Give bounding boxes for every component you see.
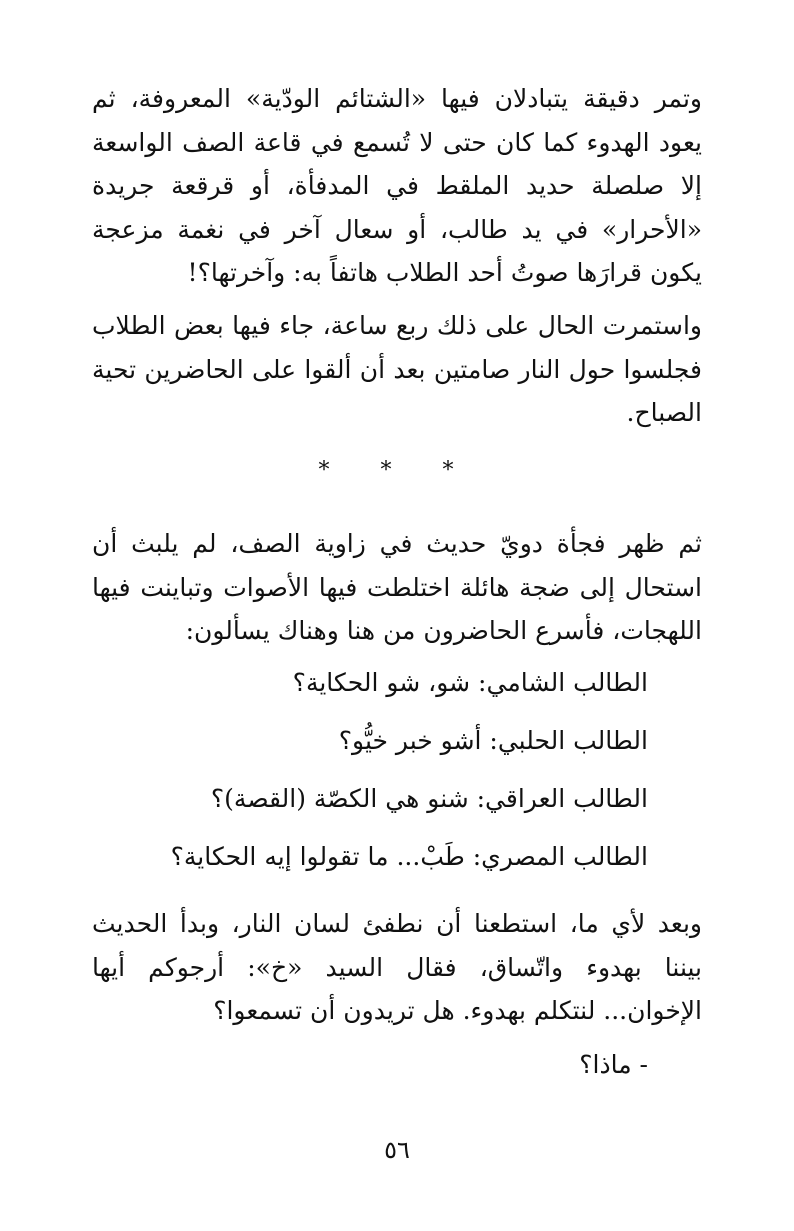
dialogue-line-shami: الطالب الشامي: شو، شو الحكاية؟	[292, 668, 648, 697]
page-number: ٥٦	[384, 1136, 410, 1164]
dialogue-line-masri: الطالب المصري: طَبْ... ما تقولوا إيه الحكاية؟	[170, 842, 648, 871]
section-separator: * * *	[318, 458, 476, 483]
dialogue-line-iraqi: الطالب العراقي: شنو هي الكصّة (القصة)؟	[210, 784, 648, 813]
paragraph-uproar: ثم ظهر فجأة دويّ حديث في زاوية الصف، لم يلبث أن استحال إلى ضجة هائلة اختلطت فيها الأصوات وتباينت فيها اللهجات، فأسرع الحاضرون من هنا وهناك يسألون:	[92, 529, 702, 645]
paragraph-insults: وتمر دقيقة يتبادلان فيها «الشتائم الودّية» المعروفة، ثم يعود الهدوء كما كان حتى لا تُسمع في قاعة الصف الواسعة إلا صلصلة حديد الملقط في المدفأة، أو قرقعة جريدة «الأحرار» في يد طالب، أو سعال آخر في نغمة مزعجة يكون قرارَها صوتُ أحد الطلاب هاتفاً به: وآخرتها؟!	[92, 84, 702, 287]
dialogue-line-what: - ماذا؟	[579, 1050, 648, 1079]
paragraph-calm-talk: وبعد لأي ما، استطعنا أن نطفئ لسان النار، وبدأ الحديث بيننا بهدوء واتّساق، فقال السيد «خ»: أرجوكم أيها الإخوان... لنتكلم بهدوء. هل تريدون أن تسمعوا؟	[92, 909, 702, 1025]
paragraph-quarter-hour: واستمرت الحال على ذلك ربع ساعة، جاء فيها بعض الطلاب فجلسوا حول النار صامتين بعد أن ألقوا على الحاضرين تحية الصباح.	[92, 311, 702, 427]
dialogue-line-halabi: الطالب الحلبي: أشو خبر خيُّو؟	[338, 726, 648, 755]
